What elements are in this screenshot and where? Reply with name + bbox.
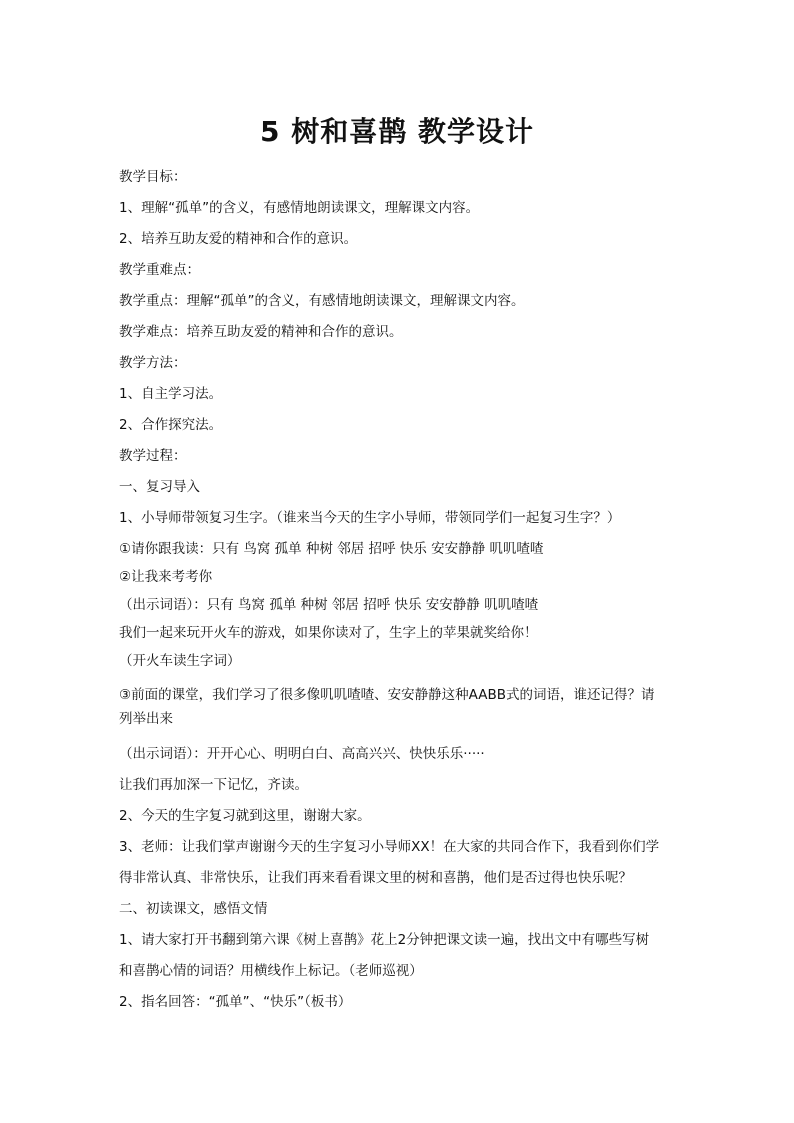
text-line: 1、自主学习法。: [119, 386, 223, 402]
text-line: 和喜鹊心情的词语？用横线作上标记。（老师巡视）: [119, 963, 423, 979]
text-line: 列举出来: [119, 711, 173, 727]
text-line: 教学难点：培养互助友爱的精神和合作的意识。: [119, 324, 403, 340]
document-body: [119, 162, 684, 1018]
text-line: 教学重难点：: [119, 262, 200, 278]
text-line: 我们一起来玩开火车的游戏，如果你读对了，生字上的苹果就奖给你！: [119, 625, 538, 641]
text-line: （开火车读生字词）: [119, 653, 241, 669]
text-line: 1、理解“孤单”的含义，有感情地朗读课文，理解课文内容。: [119, 200, 480, 216]
text-line: ②让我来考考你: [119, 569, 213, 585]
text-line: 教学方法：: [119, 355, 187, 371]
text-line: 2、合作探究法。: [119, 417, 223, 433]
text-line: 一、复习导入: [119, 479, 200, 495]
text-line: ③前面的课堂，我们学习了很多像叽叽喳喳、安安静静这种AABB式的词语，谁还记得？请: [119, 687, 655, 703]
text-line: （出示词语）：开开心心、明明白白、高高兴兴、快快乐乐·····: [119, 746, 485, 762]
text-line: 教学目标：: [119, 169, 187, 185]
text-line: 2、今天的生字复习就到这里，谢谢大家。: [119, 808, 371, 824]
text-line: 2、培养互助友爱的精神和合作的意识。: [119, 231, 358, 247]
text-line: 得非常认真、非常快乐，让我们再来看看课文里的树和喜鹊，他们是否过得也快乐呢？: [119, 870, 632, 886]
text-line: 教学过程：: [119, 448, 187, 464]
text-line: 3、老师：让我们掌声谢谢今天的生字复习小导师XX！在大家的共同合作下，我看到你们学: [119, 839, 660, 855]
text-line: 教学重点：理解“孤单”的含义，有感情地朗读课文，理解课文内容。: [119, 293, 525, 309]
text-line: 二、初读课文，感悟文情: [119, 901, 268, 917]
text-line: 让我们再加深一下记忆，齐读。: [119, 777, 308, 793]
text-line: ①请你跟我读：只有 鸟窝 孤单 种树 邻居 招呼 快乐 安安静静 叽叽喳喳: [119, 541, 544, 557]
text-line: 1、小导师带领复习生字。（谁来当今天的生字小导师，带领同学们一起复习生字？）: [119, 510, 621, 526]
text-line: （出示词语）：只有 鸟窝 孤单 种树 邻居 招呼 快乐 安安静静 叽叽喳喳: [119, 597, 539, 613]
text-line: 1、请大家打开书翻到第六课《树上喜鹊》花上2分钟把课文读一遍，找出文中有哪些写树: [119, 932, 650, 948]
document-title: 5 树和喜鹊 教学设计: [260, 115, 534, 148]
text-line: 2、指名回答：“孤单”、“快乐”（板书）: [119, 994, 352, 1010]
